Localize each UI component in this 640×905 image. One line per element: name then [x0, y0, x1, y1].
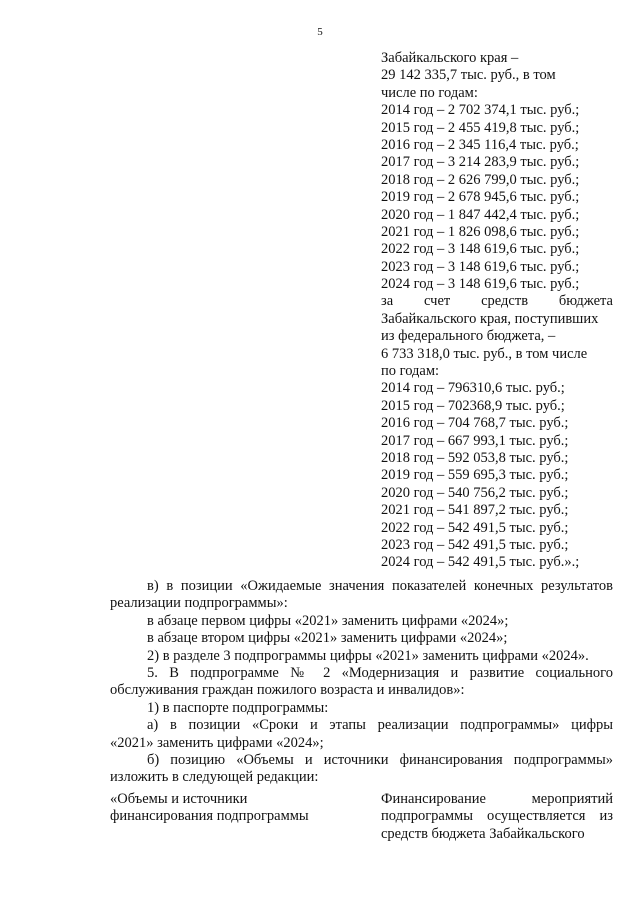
table-label-line: «Объемы и источники — [110, 791, 248, 807]
table-label-cell — [110, 791, 360, 826]
year-line: 2016 год – 2 345 116,4 тыс. руб.; — [381, 136, 579, 153]
paragraph-item-a: а) в позиции «Сроки и этапы реализации подпрограммы» цифры — [147, 717, 613, 734]
year-line: 2018 год – 2 626 799,0 тыс. руб.; — [381, 171, 580, 188]
year-line: 2023 год – 3 148 619,6 тыс. руб.; — [381, 258, 580, 275]
year-line: 2017 год – 667 993,1 тыс. руб.; — [381, 432, 569, 449]
page-number: 5 — [317, 26, 323, 38]
paragraph-item-v-cont: реализации подпрограммы»: — [110, 595, 288, 612]
year-line: 2017 год – 3 214 283,9 тыс. руб.; — [381, 154, 580, 171]
year-line: 2019 год – 559 695,3 тыс. руб.; — [381, 467, 569, 484]
table-value-line: подпрограммы осуществляется из — [381, 808, 613, 825]
document-body — [110, 578, 613, 787]
word: за — [381, 293, 394, 310]
word: средств — [481, 293, 529, 310]
paragraph-item-2: 2) в разделе 3 подпрограммы цифры «2021» заменить цифрами «2024». — [147, 647, 589, 664]
funding-column — [381, 50, 613, 572]
paragraph-item-5: 5. В подпрограмме № 2 «Модернизация и развитие социального — [147, 665, 613, 682]
intro-line: Забайкальского края – — [381, 50, 519, 66]
paragraph-item-a-cont: «2021» заменить цифрами «2024»; — [110, 734, 324, 751]
year-line: 2022 год – 3 148 619,6 тыс. руб.; — [381, 241, 580, 258]
federal-intro-line: Забайкальского края, поступивших — [381, 310, 599, 327]
paragraph-abzac-1: в абзаце первом цифры «2021» заменить цифрами «2024»; — [147, 612, 509, 629]
year-line: 2019 год – 2 678 945,6 тыс. руб.; — [381, 189, 580, 206]
paragraph-abzac-2: в абзаце втором цифры «2021» заменить цифрами «2024»; — [147, 630, 508, 647]
year-line: 2015 год – 702368,9 тыс. руб.; — [381, 397, 565, 414]
year-line: 2020 год – 540 756,2 тыс. руб.; — [381, 484, 569, 501]
year-line: 2018 год – 592 053,8 тыс. руб.; — [381, 449, 569, 466]
intro-line: 29 142 335,7 тыс. руб., в том — [381, 67, 556, 84]
year-line: 2016 год – 704 768,7 тыс. руб.; — [381, 415, 569, 432]
table-value-line: средств бюджета Забайкальского — [381, 825, 585, 842]
year-line: 2014 год – 2 702 374,1 тыс. руб.; — [381, 102, 580, 119]
word: бюджета — [558, 293, 613, 310]
federal-intro-line: по годам: — [381, 363, 440, 380]
year-line: 2024 год – 3 148 619,6 тыс. руб.; — [381, 276, 580, 293]
year-line: 2021 год – 1 826 098,6 тыс. руб.; — [381, 223, 580, 240]
table-value-line: Финансирование мероприятий — [381, 791, 613, 807]
federal-intro-line: из федерального бюджета, – — [381, 328, 556, 345]
year-line: 2022 год – 542 491,5 тыс. руб.; — [381, 519, 569, 536]
table-label-line: финансирования подпрограммы — [110, 808, 309, 825]
paragraph-item-b: б) позицию «Объемы и источники финансирования подпрограммы» — [147, 752, 613, 769]
year-line: 2024 год – 542 491,5 тыс. руб.».; — [381, 554, 580, 571]
year-line: 2023 год – 542 491,5 тыс. руб.; — [381, 536, 569, 553]
year-line: 2014 год – 796310,6 тыс. руб.; — [381, 380, 565, 397]
federal-intro-line: 6 733 318,0 тыс. руб., в том числе — [381, 345, 588, 362]
year-line: 2021 год – 541 897,2 тыс. руб.; — [381, 502, 569, 519]
intro-line: числе по годам: — [381, 84, 478, 101]
paragraph-item-v: в) в позиции «Ожидаемые значения показателей конечных результатов — [147, 578, 613, 594]
word: счет — [424, 293, 451, 310]
year-line: 2020 год – 1 847 442,4 тыс. руб.; — [381, 206, 580, 223]
paragraph-item-1: 1) в паспорте подпрограммы: — [147, 699, 329, 716]
paragraph-item-5-cont: обслуживания граждан пожилого возраста и инвалидов»: — [110, 682, 465, 699]
year-line: 2015 год – 2 455 419,8 тыс. руб.; — [381, 119, 580, 136]
federal-heading-line — [381, 293, 613, 310]
table-value-cell — [381, 791, 613, 843]
paragraph-item-b-cont: изложить в следующей редакции: — [110, 769, 319, 786]
